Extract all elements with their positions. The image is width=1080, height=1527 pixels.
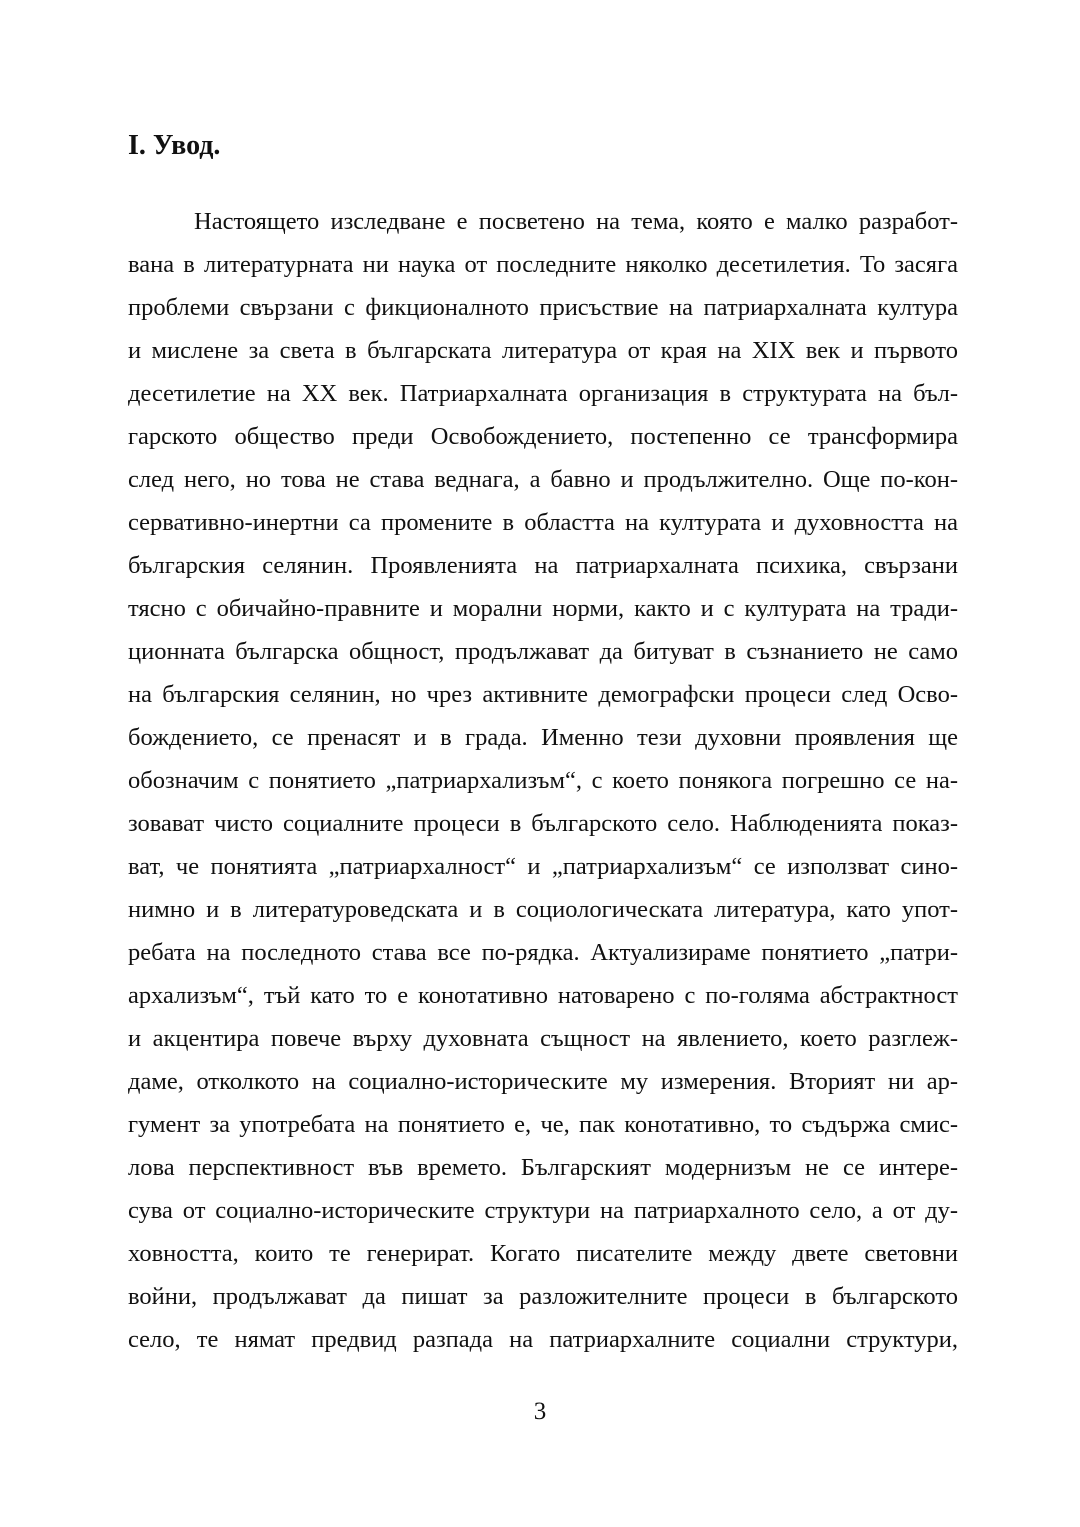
paragraph-line: лова перспективност във времето. Българският модернизъм не се интере- [128,1154,958,1181]
paragraph-line: нимно и в литературоведската и в социологическата литература, като упот- [128,896,958,923]
paragraph-line: Настоящето изследване е посветено на тема, която е малко разработ- [194,208,958,235]
paragraph-line: след него, но това не става веднага, а бавно и продължително. Още по-кон- [128,466,958,493]
paragraph-line: село, те нямат предвид разпада на патриархалните социални структури, [128,1326,958,1353]
section-heading: I. Увод. [128,130,221,161]
paragraph-line: проблеми свързани с фикционалното присъствие на патриархалната култура [128,294,958,321]
paragraph-line: гарското общество преди Освобождението, постепенно се трансформира [128,423,958,450]
paragraph-line: тясно с обичайно-правните и морални норми, както и с културата на тради- [128,595,958,622]
paragraph-line: зовават чисто социалните процеси в българското село. Наблюденията показ- [128,810,958,837]
paragraph-line: вана в литературната ни наука от последните няколко десетилетия. То засяга [128,251,958,278]
paragraph-line: сервативно-инертни са промените в областта на културата и духовността на [128,509,958,536]
body-paragraph [128,200,958,1361]
page-number: 3 [533,1398,547,1425]
paragraph-line: сува от социално-историческите структури на патриархалното село, а от ду- [128,1197,958,1224]
paragraph-line: гумент за употребата на понятието е, че, пак конотативно, то съдържа смис- [128,1111,958,1138]
paragraph-line: ребата на последното става все по-рядка. Актуализираме понятието „патри- [128,939,958,966]
paragraph-line: на българския селянин, но чрез активните демографски процеси след Осво- [128,681,958,708]
paragraph-line: войни, продължават да пишат за разложителните процеси в българското [128,1283,958,1310]
paragraph-line: ховността, които те генерират. Когато писателите между двете световни [128,1240,958,1267]
paragraph-line: даме, отколкото на социално-историческите му измерения. Вторият ни ар- [128,1068,958,1095]
paragraph-line: ват, че понятията „патриархалност“ и „патриархализъм“ се използват сино- [128,853,958,880]
paragraph-line: обозначим с понятието „патриархализъм“, с което понякога погрешно се на- [128,767,958,794]
paragraph-line: и акцентира повече върху духовната същност на явлението, което разглеж- [128,1025,958,1052]
paragraph-line: десетилетие на XX век. Патриархалната организация в структурата на бъл- [128,380,958,407]
paragraph-line: и мислене за света в българската литература от края на XIX век и първото [128,337,958,364]
paragraph-line: българския селянин. Проявленията на патриархалната психика, свързани [128,552,958,579]
paragraph-line: бождението, се пренасят и в града. Именно тези духовни проявления ще [128,724,958,751]
text-block [128,130,958,1361]
paragraph-line: архализъм“, тъй като то е конотативно натоварено с по-голяма абстрактност [128,982,958,1009]
paragraph-line: ционната българска общност, продължават да битуват в съзнанието не само [128,638,958,665]
